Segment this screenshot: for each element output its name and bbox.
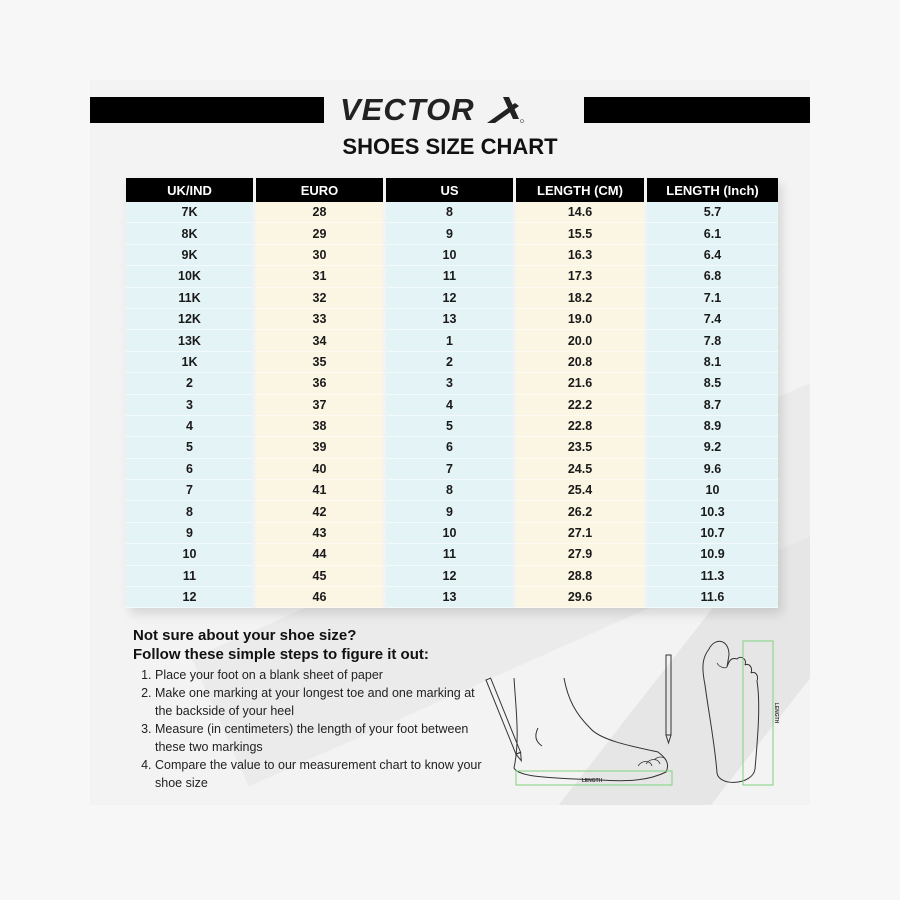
table-cell: 22.8 bbox=[516, 416, 644, 437]
table-body bbox=[126, 202, 778, 608]
table-cell: 9.6 bbox=[647, 459, 778, 480]
table-cell: 16.3 bbox=[516, 245, 644, 266]
column-header-uk: UK/IND bbox=[126, 178, 253, 202]
table-cell: 9.2 bbox=[647, 437, 778, 458]
table-cell: 39 bbox=[256, 437, 383, 458]
table-cell: 5 bbox=[386, 416, 513, 437]
table-cell: 9K bbox=[126, 245, 253, 266]
brand-name: VECTOR bbox=[340, 92, 475, 127]
table-cell: 28 bbox=[256, 202, 383, 223]
table-cell: 2 bbox=[126, 373, 253, 394]
brand-x-mark-icon bbox=[485, 95, 525, 125]
table-cell: 3 bbox=[126, 395, 253, 416]
help-heading-question: Not sure about your shoe size? bbox=[133, 627, 357, 644]
table-cell: 6.1 bbox=[647, 223, 778, 244]
table-cell: 27.9 bbox=[516, 544, 644, 565]
table-header-row bbox=[126, 178, 778, 202]
top-length-label: LENGTH bbox=[773, 702, 779, 724]
column-euro bbox=[256, 202, 383, 608]
table-cell: 19.0 bbox=[516, 309, 644, 330]
table-cell: 8 bbox=[386, 480, 513, 501]
table-cell: 10 bbox=[386, 245, 513, 266]
table-cell: 2 bbox=[386, 352, 513, 373]
table-cell: 41 bbox=[256, 480, 383, 501]
foot-side-illustration bbox=[480, 640, 680, 790]
table-cell: 8.9 bbox=[647, 416, 778, 437]
table-cell: 23.5 bbox=[516, 437, 644, 458]
table-cell: 7.8 bbox=[647, 330, 778, 351]
help-heading-instructions: Follow these simple steps to figure it out: bbox=[133, 646, 429, 663]
table-cell: 32 bbox=[256, 288, 383, 309]
foot-top-illustration bbox=[695, 635, 805, 790]
table-cell: 40 bbox=[256, 459, 383, 480]
foot-side-view-icon bbox=[480, 640, 680, 790]
table-cell: 29.6 bbox=[516, 587, 644, 608]
table-cell: 3 bbox=[386, 373, 513, 394]
column-header-length-inch: LENGTH (Inch) bbox=[647, 178, 778, 202]
table-cell: 10 bbox=[647, 480, 778, 501]
table-cell: 7K bbox=[126, 202, 253, 223]
table-cell: 13K bbox=[126, 330, 253, 351]
brand-logo bbox=[340, 93, 565, 127]
table-cell: 12 bbox=[126, 587, 253, 608]
column-us bbox=[386, 202, 513, 608]
table-cell: 6 bbox=[126, 459, 253, 480]
table-cell: 29 bbox=[256, 223, 383, 244]
table-cell: 10.3 bbox=[647, 501, 778, 522]
column-length-cm bbox=[516, 202, 644, 608]
step-item: 1. Place your foot on a blank sheet of paper bbox=[155, 666, 495, 684]
steps-list bbox=[133, 666, 495, 792]
table-cell: 5.7 bbox=[647, 202, 778, 223]
table-cell: 10.7 bbox=[647, 523, 778, 544]
table-cell: 45 bbox=[256, 566, 383, 587]
table-cell: 26.2 bbox=[516, 501, 644, 522]
table-cell: 4 bbox=[386, 395, 513, 416]
table-cell: 33 bbox=[256, 309, 383, 330]
table-cell: 28.8 bbox=[516, 566, 644, 587]
table-cell: 11 bbox=[386, 544, 513, 565]
table-cell: 27.1 bbox=[516, 523, 644, 544]
table-cell: 37 bbox=[256, 395, 383, 416]
table-cell: 12K bbox=[126, 309, 253, 330]
table-cell: 12 bbox=[386, 288, 513, 309]
table-cell: 8K bbox=[126, 223, 253, 244]
column-header-euro: EURO bbox=[256, 178, 383, 202]
table-cell: 34 bbox=[256, 330, 383, 351]
table-cell: 13 bbox=[386, 309, 513, 330]
header-bar-right bbox=[584, 97, 810, 123]
table-cell: 6 bbox=[386, 437, 513, 458]
table-cell: 11 bbox=[386, 266, 513, 287]
side-length-label: LENGTH bbox=[581, 778, 603, 784]
table-cell: 5 bbox=[126, 437, 253, 458]
table-cell: 11.3 bbox=[647, 566, 778, 587]
table-cell: 9 bbox=[126, 523, 253, 544]
table-cell: 8.1 bbox=[647, 352, 778, 373]
page-title: SHOES SIZE CHART bbox=[342, 134, 558, 159]
table-cell: 10 bbox=[126, 544, 253, 565]
table-cell: 21.6 bbox=[516, 373, 644, 394]
table-cell: 10K bbox=[126, 266, 253, 287]
table-cell: 6.8 bbox=[647, 266, 778, 287]
table-cell: 14.6 bbox=[516, 202, 644, 223]
table-cell: 44 bbox=[256, 544, 383, 565]
column-length-inch bbox=[647, 202, 778, 608]
table-cell: 20.0 bbox=[516, 330, 644, 351]
table-cell: 7.4 bbox=[647, 309, 778, 330]
table-cell: 8 bbox=[386, 202, 513, 223]
column-header-us: US bbox=[386, 178, 513, 202]
table-cell: 1 bbox=[386, 330, 513, 351]
table-cell: 8.5 bbox=[647, 373, 778, 394]
table-cell: 17.3 bbox=[516, 266, 644, 287]
sizing-help bbox=[133, 626, 495, 792]
header-bar-left bbox=[90, 97, 324, 123]
table-cell: 8 bbox=[126, 501, 253, 522]
table-cell: 38 bbox=[256, 416, 383, 437]
table-cell: 10.9 bbox=[647, 544, 778, 565]
foot-top-view-icon bbox=[695, 635, 805, 790]
table-cell: 1K bbox=[126, 352, 253, 373]
step-item: 4. Compare the value to our measurement chart to know your shoe size bbox=[155, 756, 495, 792]
table-cell: 43 bbox=[256, 523, 383, 544]
table-cell: 36 bbox=[256, 373, 383, 394]
table-cell: 15.5 bbox=[516, 223, 644, 244]
table-cell: 6.4 bbox=[647, 245, 778, 266]
size-chart-table bbox=[126, 178, 778, 608]
table-cell: 46 bbox=[256, 587, 383, 608]
table-cell: 8.7 bbox=[647, 395, 778, 416]
table-cell: 18.2 bbox=[516, 288, 644, 309]
table-cell: 10 bbox=[386, 523, 513, 544]
table-cell: 20.8 bbox=[516, 352, 644, 373]
table-cell: 25.4 bbox=[516, 480, 644, 501]
table-cell: 11.6 bbox=[647, 587, 778, 608]
table-cell: 7 bbox=[126, 480, 253, 501]
table-cell: 7.1 bbox=[647, 288, 778, 309]
step-item: 3. Measure (in centimeters) the length of your foot between these two markings bbox=[155, 720, 495, 756]
table-cell: 42 bbox=[256, 501, 383, 522]
table-cell: 31 bbox=[256, 266, 383, 287]
column-header-length-cm: LENGTH (CM) bbox=[516, 178, 644, 202]
step-item: 2. Make one marking at your longest toe and one marking at the backside of your heel bbox=[155, 684, 495, 720]
table-cell: 30 bbox=[256, 245, 383, 266]
table-cell: 7 bbox=[386, 459, 513, 480]
table-cell: 9 bbox=[386, 223, 513, 244]
table-cell: 9 bbox=[386, 501, 513, 522]
table-cell: 12 bbox=[386, 566, 513, 587]
table-cell: 4 bbox=[126, 416, 253, 437]
table-cell: 35 bbox=[256, 352, 383, 373]
column-uk bbox=[126, 202, 253, 608]
table-cell: 11K bbox=[126, 288, 253, 309]
table-cell: 24.5 bbox=[516, 459, 644, 480]
table-cell: 11 bbox=[126, 566, 253, 587]
table-cell: 13 bbox=[386, 587, 513, 608]
table-cell: 22.2 bbox=[516, 395, 644, 416]
